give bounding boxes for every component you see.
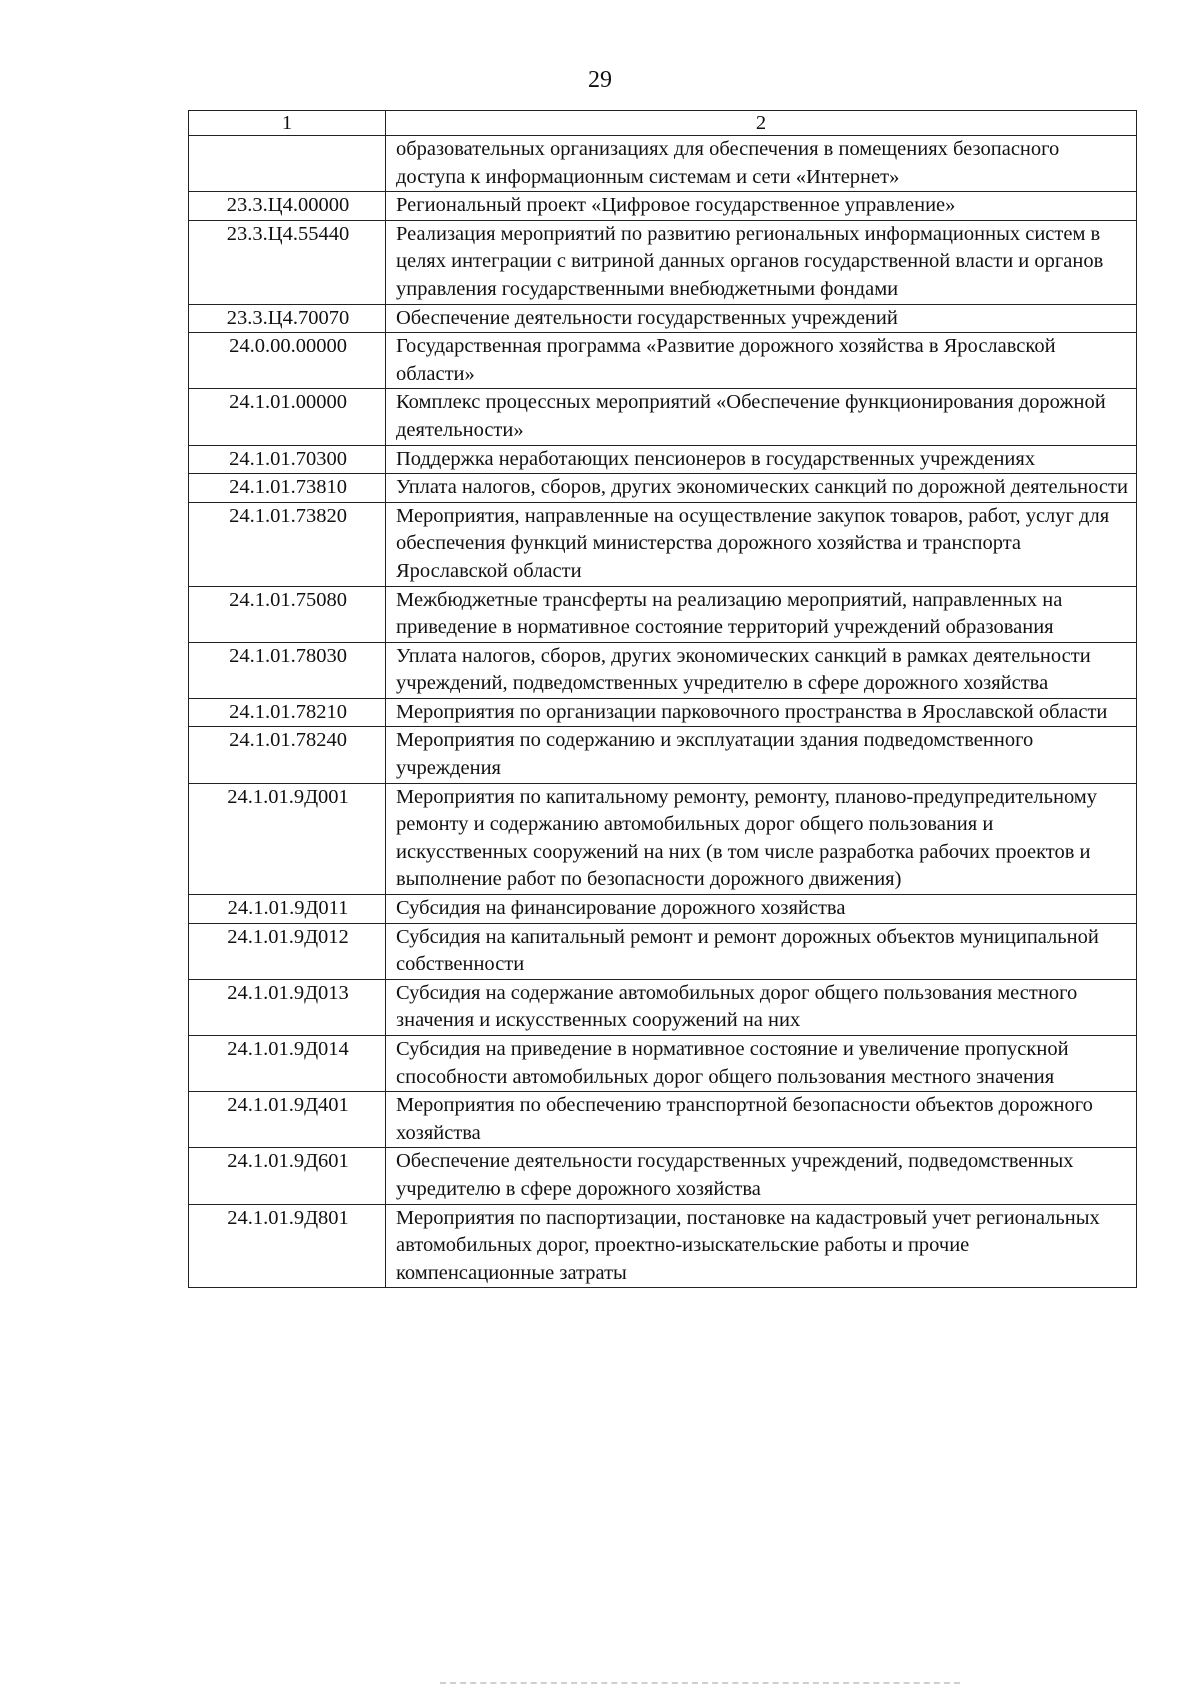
row-code: 24.1.01.9Д601 (189, 1148, 386, 1204)
row-description: Уплата налогов, сборов, других экономических санкций по дорожной деятельности (386, 474, 1137, 503)
row-code: 24.1.01.9Д013 (189, 979, 386, 1035)
table-row (189, 333, 1137, 389)
row-code: 23.3.Ц4.55440 (189, 220, 386, 304)
table-row (189, 192, 1137, 221)
row-description: Государственная программа «Развитие дорожного хозяйства в Ярославской области» (386, 333, 1137, 389)
table-row (189, 1148, 1137, 1204)
row-description: Субсидия на содержание автомобильных дорог общего пользования местного значения и искусственных сооружений на них (386, 979, 1137, 1035)
row-description: Региональный проект «Цифровое государственное управление» (386, 192, 1137, 221)
table-row (189, 136, 1137, 192)
row-description: Межбюджетные трансферты на реализацию мероприятий, направленных на приведение в нормативное состояние территорий учреждений образования (386, 586, 1137, 642)
scan-artifact-line (440, 1682, 960, 1687)
row-code: 24.1.01.9Д011 (189, 895, 386, 924)
table-row (189, 445, 1137, 474)
row-description: Поддержка неработающих пенсионеров в государственных учреждениях (386, 445, 1137, 474)
table-row (189, 474, 1137, 503)
row-description: Субсидия на приведение в нормативное состояние и увеличение пропускной способности автомобильных дорог общего пользования местного значения (386, 1036, 1137, 1092)
table-row (189, 895, 1137, 924)
table-row (189, 389, 1137, 445)
table-row (189, 502, 1137, 586)
table-row (189, 1092, 1137, 1148)
row-code: 24.1.01.9Д401 (189, 1092, 386, 1148)
table-row (189, 642, 1137, 698)
row-code: 24.1.01.78210 (189, 698, 386, 727)
row-description: Обеспечение деятельности государственных учреждений (386, 304, 1137, 333)
table-header-row (189, 111, 1137, 136)
table-row (189, 923, 1137, 979)
row-description: Мероприятия по паспортизации, постановке на кадастровый учет региональных автомобильных дорог, проектно-изыскательские работы и прочие компенсационные затраты (386, 1204, 1137, 1288)
row-code: 24.1.01.70300 (189, 445, 386, 474)
table-row (189, 586, 1137, 642)
classification-table (188, 110, 1137, 1288)
row-description: Уплата налогов, сборов, других экономических санкций в рамках деятельности учреждений, подведомственных учредителю в сфере дорожного хозяйства (386, 642, 1137, 698)
row-code: 24.0.00.00000 (189, 333, 386, 389)
table-row (189, 304, 1137, 333)
column-header-description: 2 (386, 111, 1137, 136)
row-description: Мероприятия по содержанию и эксплуатации здания подведомственного учреждения (386, 727, 1137, 783)
row-description: Мероприятия по организации парковочного пространства в Ярославской области (386, 698, 1137, 727)
row-code: 24.1.01.78240 (189, 727, 386, 783)
column-header-code: 1 (189, 111, 386, 136)
row-code: 24.1.01.9Д014 (189, 1036, 386, 1092)
row-code: 24.1.01.9Д012 (189, 923, 386, 979)
row-description: Комплекс процессных мероприятий «Обеспечение функционирования дорожной деятельности» (386, 389, 1137, 445)
row-description: Реализация мероприятий по развитию региональных информационных систем в целях интеграции с витриной данных органов государственной власти и органов управления государственными внебюджетными фондами (386, 220, 1137, 304)
row-description: Мероприятия по обеспечению транспортной безопасности объектов дорожного хозяйства (386, 1092, 1137, 1148)
table-row (189, 1036, 1137, 1092)
row-code: 23.3.Ц4.00000 (189, 192, 386, 221)
table-row (189, 979, 1137, 1035)
table-row (189, 727, 1137, 783)
row-description: Обеспечение деятельности государственных учреждений, подведомственных учредителю в сфере дорожного хозяйства (386, 1148, 1137, 1204)
table-row (189, 1204, 1137, 1288)
row-code: 23.3.Ц4.70070 (189, 304, 386, 333)
row-code: 24.1.01.73820 (189, 502, 386, 586)
row-description: Мероприятия, направленные на осуществление закупок товаров, работ, услуг для обеспечения функций министерства дорожного хозяйства и транспорта Ярославской области (386, 502, 1137, 586)
row-code: 24.1.01.9Д801 (189, 1204, 386, 1288)
row-code (189, 136, 386, 192)
table-row (189, 220, 1137, 304)
row-description: Субсидия на финансирование дорожного хозяйства (386, 895, 1137, 924)
page-number: 29 (588, 67, 612, 93)
row-description: Мероприятия по капитальному ремонту, ремонту, планово-предупредительному ремонту и содержанию автомобильных дорог общего пользования и искусственных сооружений на них (в том числе разработка рабочих проектов и выполнение работ по безопасности дорожного движения) (386, 783, 1137, 894)
row-description: Субсидия на капитальный ремонт и ремонт дорожных объектов муниципальной собственности (386, 923, 1137, 979)
row-code: 24.1.01.75080 (189, 586, 386, 642)
table-row (189, 698, 1137, 727)
row-code: 24.1.01.9Д001 (189, 783, 386, 894)
row-code: 24.1.01.73810 (189, 474, 386, 503)
table-row (189, 783, 1137, 894)
row-code: 24.1.01.78030 (189, 642, 386, 698)
row-description: образовательных организациях для обеспечения в помещениях безопасного доступа к информационным системам и сети «Интернет» (386, 136, 1137, 192)
row-code: 24.1.01.00000 (189, 389, 386, 445)
